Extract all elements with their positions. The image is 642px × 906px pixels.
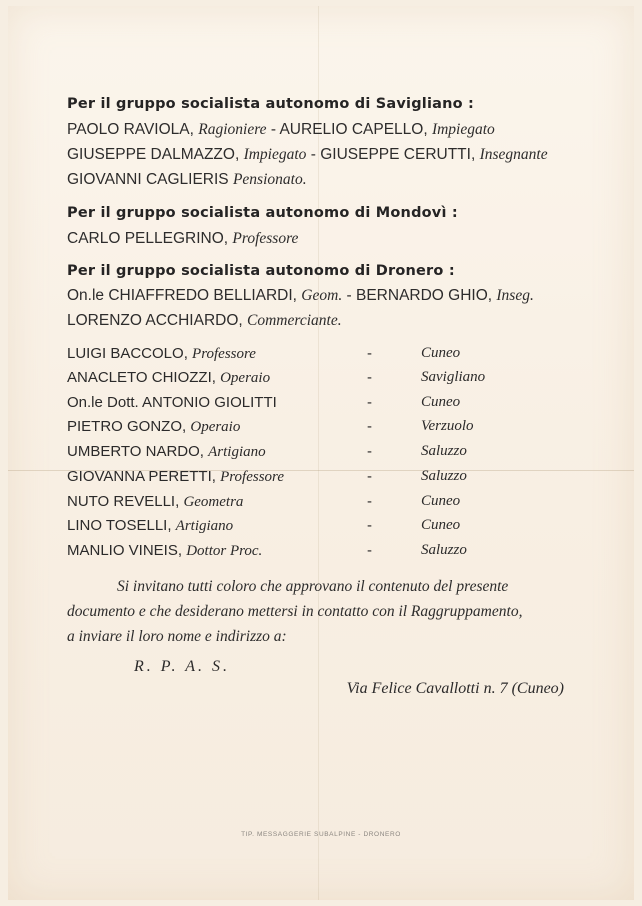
member-role: Artigiano: [175, 518, 234, 534]
member-name: GIOVANNA PERETTI,: [67, 468, 216, 485]
roster-person: [67, 443, 266, 461]
member-city: Cuneo: [421, 493, 461, 509]
roster-person: [67, 394, 277, 412]
member-role: Ragioniere: [198, 121, 267, 138]
member-city: Saluzzo: [421, 468, 467, 484]
separator: -: [367, 418, 372, 435]
member-city: Savigliano: [421, 369, 486, 385]
member-role: Operaio: [220, 370, 271, 386]
roster-row: [67, 345, 587, 367]
separator: -: [367, 394, 372, 411]
roster-person: [67, 493, 243, 511]
group-line: [67, 312, 342, 330]
member-city: Cuneo: [421, 394, 461, 410]
roster-row: [67, 493, 587, 515]
member-role: Pensionato.: [232, 171, 307, 188]
member-name: ANACLETO CHIOZZI,: [67, 369, 216, 386]
roster-person: [67, 468, 284, 486]
group-heading-dronero: Per il gruppo socialista autonomo di Dronero :: [67, 263, 455, 279]
roster-row: [67, 418, 587, 440]
member-name: LINO TOSELLI,: [67, 517, 172, 534]
group-line: [67, 121, 495, 139]
separator: -: [367, 369, 372, 386]
separator: -: [310, 146, 316, 163]
member-name: LORENZO ACCHIARDO,: [67, 312, 243, 329]
group-line: [67, 287, 534, 305]
member-role: Operaio: [190, 419, 241, 435]
member-role: Professore: [220, 469, 284, 485]
member-role: Professore: [192, 346, 256, 362]
roster-row: [67, 394, 587, 416]
member-role: Insegnante: [479, 146, 548, 163]
member-role: Artigiano: [208, 444, 266, 460]
member-role: Professore: [232, 230, 299, 247]
member-name: NUTO REVELLI,: [67, 493, 180, 510]
member-role: Impiegato: [431, 121, 495, 138]
separator: -: [367, 542, 372, 559]
separator: -: [367, 345, 372, 362]
member-name: GIUSEPPE DALMAZZO,: [67, 146, 240, 163]
roster-row: [67, 517, 587, 539]
separator: -: [367, 443, 372, 460]
member-name: GIOVANNI CAGLIERIS: [67, 171, 229, 188]
member-city: Cuneo: [421, 517, 461, 533]
printer-imprint: TIP. MESSAGGERIE SUBALPINE - DRONERO: [241, 831, 401, 838]
roster-row: [67, 542, 587, 564]
member-name: PIETRO GONZO,: [67, 418, 187, 435]
organization-acronym: R. P. A. S.: [134, 658, 230, 675]
member-name: UMBERTO NARDO,: [67, 443, 204, 460]
member-role: Impiegato: [243, 146, 307, 163]
group-line: [67, 230, 298, 248]
invitation-paragraph: [67, 574, 567, 649]
member-name: BERNARDO GHIO,: [356, 287, 493, 304]
member-name: GIUSEPPE CERUTTI,: [320, 146, 476, 163]
roster-row: [67, 443, 587, 465]
member-city: Verzuolo: [421, 418, 474, 434]
invitation-line: a inviare il loro nome e indirizzo a:: [67, 628, 287, 645]
separator: -: [367, 468, 372, 485]
member-name: CARLO PELLEGRINO,: [67, 230, 229, 247]
member-city: Saluzzo: [421, 542, 467, 558]
member-name: On.le CHIAFFREDO BELLIARDI,: [67, 287, 297, 304]
member-role: Commerciante.: [247, 312, 342, 329]
roster-row: [67, 369, 587, 391]
member-name: MANLIO VINEIS,: [67, 542, 183, 559]
member-role: Geometra: [183, 494, 244, 510]
roster-person: [67, 369, 270, 387]
separator: -: [346, 287, 352, 304]
member-name: PAOLO RAVIOLA,: [67, 121, 194, 138]
invitation-line: Si invitano tutti coloro che approvano il contenuto del presente: [117, 578, 509, 595]
member-city: Saluzzo: [421, 443, 467, 459]
group-heading-mondovi: Per il gruppo socialista autonomo di Mondovì :: [67, 205, 458, 221]
invitation-line: documento e che desiderano mettersi in contatto con il Raggruppamento,: [67, 603, 523, 620]
separator: -: [270, 121, 277, 138]
separator: -: [367, 493, 372, 510]
group-line: [67, 146, 548, 164]
roster-person: [67, 345, 256, 363]
group-line: [67, 171, 307, 189]
member-name: AURELIO CAPELLO,: [279, 121, 428, 138]
roster-person: [67, 418, 240, 436]
member-name: On.le Dott. ANTONIO GIOLITTI: [67, 394, 277, 411]
contact-address: Via Felice Cavallotti n. 7 (Cuneo): [346, 680, 564, 697]
roster-person: [67, 517, 233, 535]
group-heading-savigliano: Per il gruppo socialista autonomo di Savigliano :: [67, 96, 475, 112]
roster-person: [67, 542, 262, 560]
member-city: Cuneo: [421, 345, 461, 361]
member-role: Dottor Proc.: [186, 543, 263, 559]
member-role: Inseg.: [496, 287, 534, 304]
member-name: LUIGI BACCOLO,: [67, 345, 188, 362]
roster-row: [67, 468, 587, 490]
separator: -: [367, 517, 372, 534]
member-role: Geom.: [301, 287, 343, 304]
